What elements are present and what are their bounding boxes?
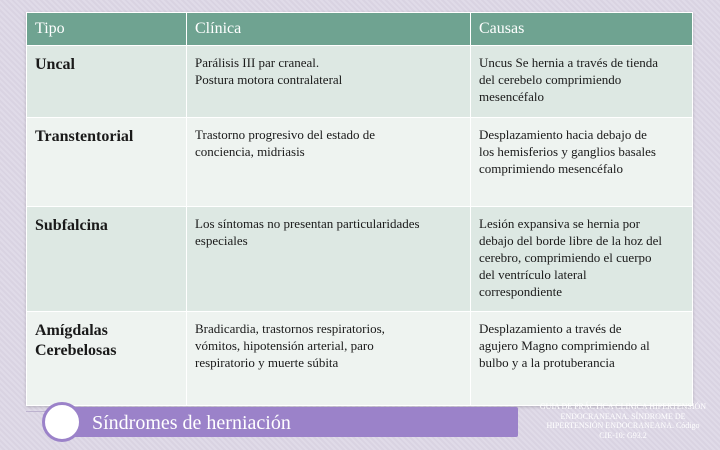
clinica-line: conciencia, midriasis bbox=[195, 144, 305, 159]
type-text: Uncal bbox=[35, 56, 75, 73]
cell-causas bbox=[471, 46, 693, 118]
causas-line: Desplazamiento a través de bbox=[479, 321, 622, 336]
causas-line: agujero Magno comprimiendo al bbox=[479, 338, 650, 353]
causas-line: del cerebelo comprimiendo bbox=[479, 72, 622, 87]
clinica-line: Postura motora contralateral bbox=[195, 72, 343, 87]
header-clinica: Clínica bbox=[187, 13, 471, 46]
causas-line: cerebro, comprimiendo el cuerpo bbox=[479, 250, 652, 265]
citation-line: ENDOCRANEANA. SÍNDROME DE bbox=[560, 411, 686, 421]
causas-line: Uncus Se hernia a través de tienda bbox=[479, 55, 659, 70]
clinica-line: respiratorio y muerte súbita bbox=[195, 355, 339, 370]
citation-line: GUIA DE PRÁCTICA CLINICA HIPERTENSIÓN bbox=[539, 402, 707, 411]
cell-tipo bbox=[27, 312, 187, 406]
causas-line: del ventrículo lateral bbox=[479, 267, 587, 282]
header-tipo: Tipo bbox=[27, 13, 187, 46]
causas-line: Lesión expansiva se hernia por bbox=[479, 216, 641, 231]
causas-line: comprimiendo mesencéfalo bbox=[479, 161, 624, 176]
cell-causas bbox=[471, 207, 693, 312]
cell-clinica bbox=[187, 312, 471, 406]
cell-clinica bbox=[187, 118, 471, 207]
causas-line: bulbo y a la protuberancia bbox=[479, 355, 615, 370]
table-row bbox=[27, 312, 693, 406]
causas-line: Desplazamiento hacia debajo de bbox=[479, 127, 647, 142]
header-causas: Causas bbox=[471, 13, 693, 46]
clinica-line: Los síntomas no presentan particularidades bbox=[195, 216, 420, 231]
table-header-row bbox=[27, 13, 693, 46]
cell-tipo bbox=[27, 46, 187, 118]
source-citation bbox=[530, 402, 716, 440]
clinica-line: Bradicardia, trastornos respiratorios, bbox=[195, 321, 385, 336]
citation-line: CIE-10: G93.2 bbox=[599, 430, 647, 440]
citation-line: HIPERTENSIÓN ENDOCRANEANA. Código bbox=[546, 421, 700, 430]
type-text: Cerebelosas bbox=[35, 342, 117, 359]
cell-clinica bbox=[187, 207, 471, 312]
type-text: Amígdalas bbox=[35, 322, 108, 339]
type-text: Subfalcina bbox=[35, 217, 108, 234]
herniation-table bbox=[26, 12, 693, 406]
clinica-line: Trastorno progresivo del estado de bbox=[195, 127, 376, 142]
cell-tipo bbox=[27, 207, 187, 312]
clinica-line: Parálisis III par craneal. bbox=[195, 55, 320, 70]
cell-causas bbox=[471, 312, 693, 406]
cell-causas bbox=[471, 118, 693, 207]
causas-line: mesencéfalo bbox=[479, 89, 544, 104]
clinica-line: especiales bbox=[195, 233, 248, 248]
table-row bbox=[27, 207, 693, 312]
cell-tipo bbox=[27, 118, 187, 207]
causas-line: los hemisferios y ganglios basales bbox=[479, 144, 656, 159]
causas-line: correspondiente bbox=[479, 284, 563, 299]
table-row bbox=[27, 46, 693, 118]
cell-clinica bbox=[187, 46, 471, 118]
circle-ornament bbox=[42, 402, 82, 442]
table-row bbox=[27, 118, 693, 207]
type-text: Transtentorial bbox=[35, 128, 134, 145]
slide-title: Síndromes de herniación bbox=[92, 412, 291, 434]
clinica-line: vómitos, hipotensión arterial, paro bbox=[195, 338, 374, 353]
causas-line: debajo del borde libre de la hoz del bbox=[479, 233, 663, 248]
